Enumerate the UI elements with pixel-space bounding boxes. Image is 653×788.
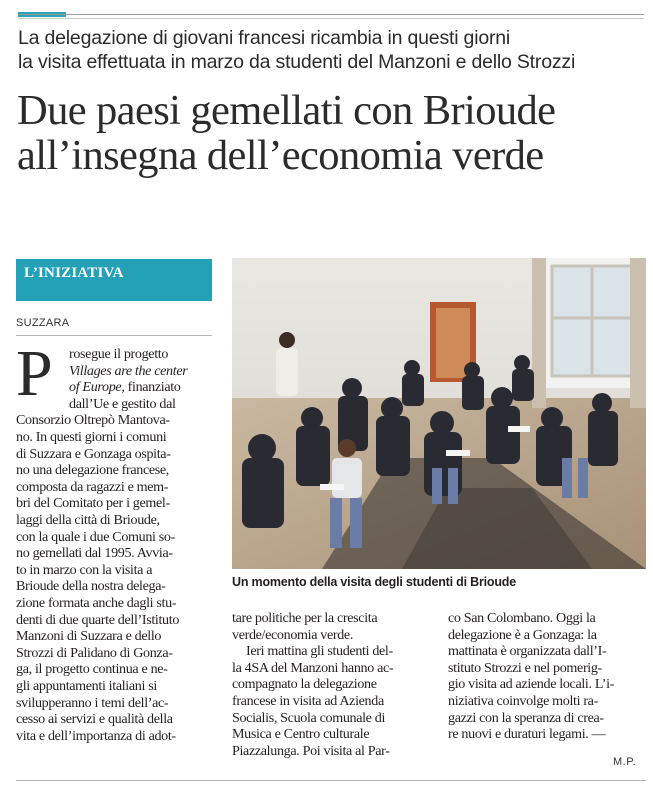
- text-line: tare politiche per la crescita: [232, 610, 378, 626]
- text-line: gio visita ad aziende locali. L’i-: [448, 676, 615, 693]
- article-column-3: [448, 610, 614, 743]
- subheadline-line: La delegazione di giovani francesi ricambia in questi giorni: [18, 27, 511, 49]
- top-rule-secondary: [18, 18, 644, 19]
- headline-line: all’insegna dell’economia verde: [17, 132, 544, 179]
- bottom-rule: [16, 780, 646, 781]
- text-line: to in marzo con la visita a: [16, 561, 153, 578]
- drop-cap: P: [16, 337, 53, 410]
- text-line: la 4SA del Manzoni hanno ac-: [232, 659, 394, 676]
- text-line: denti di due quarte dell’Istituto: [16, 611, 180, 628]
- location-rule: [16, 335, 212, 336]
- classroom-photo-svg: [232, 258, 646, 569]
- photo-caption: Un momento della visita degli studenti di Brioude: [232, 575, 516, 589]
- text-line: con la quale i due Comuni so-: [16, 528, 175, 545]
- text-line: Socialis, Scuola comunale di: [232, 709, 386, 726]
- text-line: delegazione è a Gonzaga: la: [448, 626, 597, 643]
- subheadline-line: la visita effettuata in marzo da studenti del Manzoni e dello Strozzi: [18, 51, 576, 73]
- text-line: dall’Ue e gestito dal: [69, 395, 176, 412]
- headline-line: Due paesi gemellati con Brioude: [17, 87, 556, 134]
- article-column-1-top: [16, 346, 188, 429]
- section-label-box: [16, 259, 212, 301]
- author-signature: M.P.: [613, 756, 637, 768]
- text-line: niziativa coinvolge molti ra-: [448, 692, 598, 709]
- text-line: gazzi con la speranza di crea-: [448, 709, 604, 726]
- text-line: stituto Strozzi e nel pomerig-: [448, 659, 602, 676]
- text-line: Villages are the center: [69, 362, 188, 379]
- text-line: rosegue il progetto: [69, 346, 169, 362]
- text-line: composta da ragazzi e mem-: [16, 478, 169, 495]
- text-line: svilupperanno i temi dell’ac-: [16, 694, 169, 711]
- text-line-rest: , finanziato: [121, 379, 181, 396]
- subheadline: [18, 26, 646, 74]
- text-line: [69, 379, 187, 396]
- article-photo: [232, 258, 646, 569]
- text-line: gli appuntamenti italiani si: [16, 677, 157, 694]
- article-column-1: [16, 429, 179, 744]
- article-column-2: [232, 610, 393, 759]
- headline: [17, 88, 645, 178]
- text-line: Ieri mattina gli studenti del-: [246, 643, 393, 660]
- text-line: ga, il progetto continua e ne-: [16, 661, 168, 678]
- text-line: laggi della città di Brioude,: [16, 511, 160, 528]
- text-line: Brioude della nostra delega-: [16, 578, 166, 595]
- text-line: cesso ai servizi e qualità della: [16, 711, 173, 728]
- text-line: francese in visita ad Azienda: [232, 692, 384, 709]
- text-line: Strozzi di Palidano di Gonza-: [16, 644, 173, 661]
- text-line: Manzoni di Suzzara e dello: [16, 628, 162, 645]
- text-line: mattinata è organizzata dall’I-: [448, 643, 607, 660]
- text-line: no. In questi giorni i comuni: [16, 429, 167, 445]
- text-line: verde/economia verde.: [232, 626, 353, 643]
- text-line: Consorzio Oltrepò Mantova-: [16, 412, 170, 429]
- top-rule: [18, 14, 644, 15]
- section-label: L’INIZIATIVA: [24, 265, 124, 281]
- text-line: re nuovi e duraturi legami. —: [448, 726, 606, 743]
- text-line: compagnato la delegazione: [232, 676, 377, 693]
- text-line: vita e dell’importanza di adot-: [16, 727, 176, 744]
- text-line: no gemellati dal 1995. Avvia-: [16, 545, 173, 562]
- text-line: Musica e Centro culturale: [232, 726, 370, 743]
- text-line: bri del Comitato per i gemel-: [16, 495, 170, 512]
- text-line-italic: of Europe: [69, 379, 122, 396]
- text-line: no una delegazione francese,: [16, 462, 169, 479]
- text-line: co San Colombano. Oggi la: [448, 610, 596, 626]
- text-line: zione formata anche dagli stu-: [16, 594, 177, 611]
- location-label: SUZZARA: [16, 317, 70, 329]
- text-line: di Suzzara e Gonzaga ospita-: [16, 445, 171, 462]
- text-line: Piazzalunga. Poi visita al Par-: [232, 742, 390, 759]
